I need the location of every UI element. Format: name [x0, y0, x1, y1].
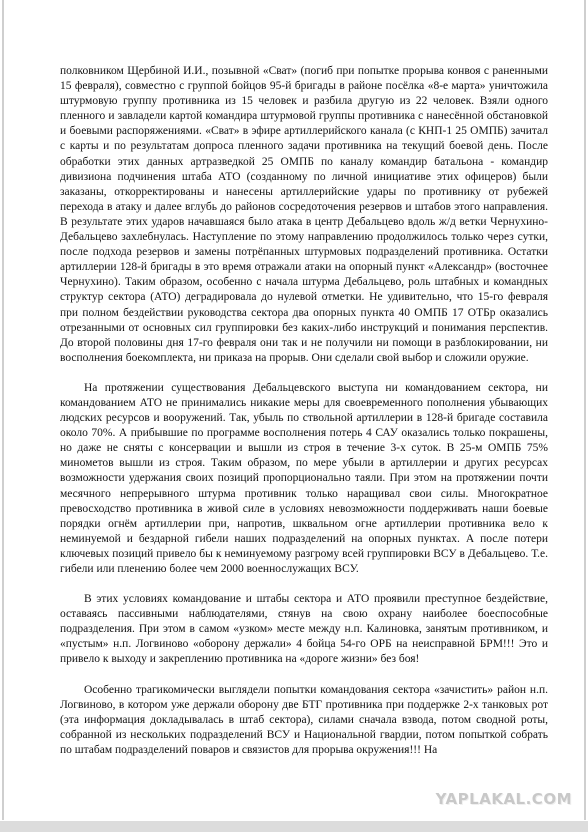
watermark-logo: YAPLAKAL.COM — [435, 790, 572, 808]
paragraph-4: Особенно трагикомически выглядели попытки командования сектора «зачистить» район н.п. Логвиново, в котором уже держали оборону две БТГ противника при поддержке 2-х танковых рот (эта информация докладывалась в штаб сектора), силами сначала взвода, потом сводной роты, собранной из нескольких подразделений ВСУ и Национальной гвардии, потом попыткой собрать по штабам подразделений поваров и связистов для прорыва окружения!!! На — [60, 683, 548, 756]
paragraph-3: В этих условиях командование и штабы сектора и АТО проявили преступное бездействие, оставаясь пассивными наблюдателями, стянув на свою охрану наиболее боеспособные подразделения. При этом в самом «узком» месте между н.п. Калиновка, занятым противником, и «пустым» н.п. Логвиново «оборону держали» 4 бойца 54-го ОРБ на неисправной БРМ!!! Это и привело к выходу и закреплению противника на «дороге жизни» без боя! — [60, 593, 548, 666]
paragraph-1: полковником Щербиной И.И., позывной «Сват» (погиб при попытке прорыва конвоя с раненными 15 февраля), совместно с группой бойцов 95-й бригады в районе посёлка «8-е марта» уничтожила штурмовую группу противника из 15 человек и разбила другую из 22 человек. Взяли одного пленного и завладели картой командира штурмовой группы противника с нанесённой обстановкой и боевыми распоряжениями. «Сват» в эфире артиллерийского канала (с КНП-1 25 ОМПБ) зачитал с карты и по результатам допроса пленного задачи противника на текущий боевой день. После обработки этих данных артразведкой 25 ОМПБ по каналу командир батальона - командир дивизиона подчинения штаба АТО (созданному по личной инициативе этих офицеров) были заказаны, откорректированы и нанесены артиллерийские удары по противнику от рубежей перехода в атаку и далее вглубь до районов сосредоточения резервов и штабов этого направления. В результате этих ударов начавшаяся было атака в центр Дебальцево вдоль ж/д ветки Чернухино-Дебальцево захлебнулась. Наступление по этому направлению продолжилось только через сутки, после подхода резервов и замены потрёпанных штурмовых подразделений противника. Остатки артиллерии 128-й бригады в это время отражали атаки на опорный пункт «Александр» (восточнее Чернухино). Таким образом, особенно с начала штурма Дебальцево, роль штабных и командных структур сектора (АТО) деградировала до нулевой отметки. Не удивительно, что 15-го февраля при полном бездействии руководства сектора два опорных пункта 40 ОМПБ 17 ОТБр оказались отрезанными от основных сил группировки без каких-либо инструкций и понимания перспектив. До второй половины дня 17-го февраля они так и не получили ни помощи в разблокировании, ни восполнения боекомплекта, ни приказа на прорыв. Они сделали свой выбор и сложили оружие. — [60, 65, 548, 364]
page-frame-right — [584, 0, 586, 820]
page-frame-left — [2, 0, 4, 820]
document-body — [60, 64, 548, 758]
page-frame-bottom — [0, 821, 588, 832]
paragraph-2: На протяжении существования Дебальцевского выступа ни командованием сектора, ни командованием АТО не принимались никакие меры для своевременного пополнения убывающих людских ресурсов и вооружений. Так, убыль по ствольной артиллерии в 128-й бригаде составила около 70%. А прибывшие по программе восполнения потерь 4 САУ оказались только покрашены, но даже не сняты с консервации и вышли из строя в течение 3-х суток. В 25-м ОМПБ 75% минометов вышли из строя. Таким образом, по мере убыли в артиллерии и других ресурсах возможности удержания своих позиций пропорционально таяли. При этом на протяжении почти месячного непрерывного штурма противник только наращивал свои силы. Многократное превосходство противника в живой силе в условиях невозможности поддерживать наши боевые порядки огнём артиллерии при, напротив, шквальном огне артиллерии противника вело к неминуемой и бездарной гибели наших подразделений на опорных пунктах. А после потери ключевых позиций привело бы к неминуемому разгрому всей группировки ВСУ в Дебальцево. Т.е. гибели или пленению более чем 2000 военнослужащих ВСУ. — [60, 381, 548, 575]
